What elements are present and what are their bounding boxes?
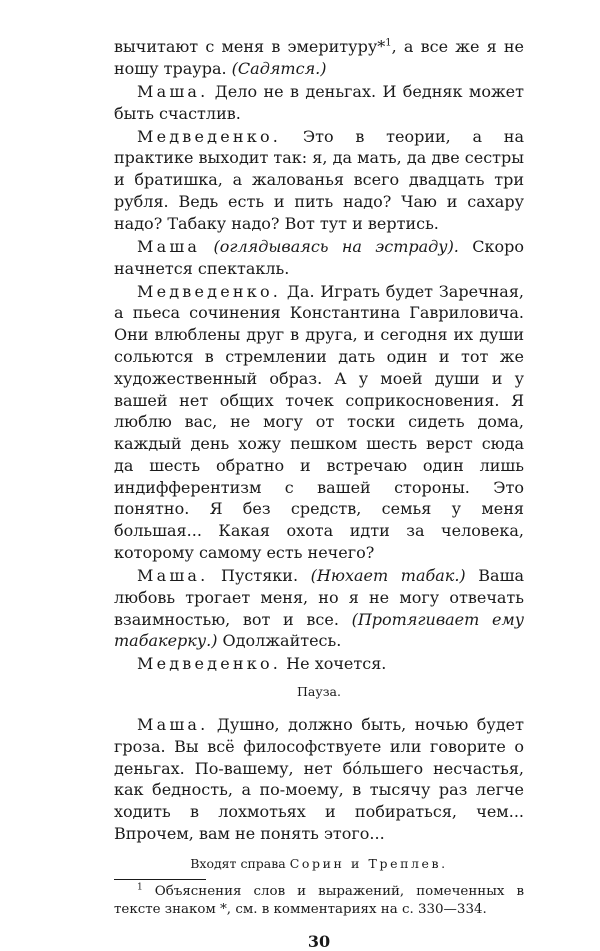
- speaker-name: Маша.: [137, 566, 209, 586]
- text: Входят справа: [190, 855, 290, 871]
- paragraph-8: [114, 714, 524, 845]
- stage-direction: (Протягивает ему табакерку.): [114, 609, 524, 651]
- footnote-number: 1: [137, 882, 143, 893]
- paragraph-1: [114, 36, 524, 80]
- footnote-text: Объяснения слов и выражений, помеченных в тексте знаком *, см. в комментариях на с. 330—334.: [114, 883, 524, 917]
- dialogue-line: Дело не в деньгах. И бедняк может быть счастлив.: [114, 81, 524, 123]
- pause-direction: Пауза.: [297, 684, 341, 700]
- footnote: [114, 883, 524, 919]
- paragraph-5: [114, 281, 524, 564]
- dialogue-line: Ваша любовь трогает меня, но я не могу отвечать взаимностью, вот и все.: [114, 566, 524, 629]
- entrance-direction: [114, 853, 524, 875]
- dialogue-line: Пустяки.: [208, 566, 311, 586]
- dialogue-line: Душно, должно быть, ночью будет гроза. Вы всё философствуете или говорите о деньгах. По-вашему, нет бо́льшего несчастья, как бедность, а по-моему, в тысячу раз легче ходить в лохмотьях и побираться, чем... Впрочем, вам не понять этого...: [114, 715, 524, 844]
- text: , а все же я не ношу траура.: [114, 37, 525, 78]
- stage-direction: (Садятся.): [231, 58, 327, 78]
- dialogue-line: Да. Играть будет Заречная, а пьеса сочинения Константина Гавриловича. Они влюблены друг в друга, и сегодня их души сольются в стремлении дать один и тот же художественный образ. А у моей души и у вашей нет общих точек соприкосновения. Я люблю вас, не могу от тоски сидеть дома, каждый день хожу пешком шесть верст сюда да шесть обратно и встречаю один лишь индифферентизм с вашей стороны. Это понятно. Я без средств, семья у меня большая... Какая охота идти за человека, которому самому есть нечего?: [114, 281, 524, 563]
- dialogue-line: Скоро начнется спектакль.: [114, 236, 524, 278]
- speaker-name: Медведенко.: [137, 281, 282, 301]
- paragraph-7: [114, 653, 524, 675]
- paragraph-3: [114, 126, 524, 235]
- speaker-name: Медведенко.: [137, 654, 282, 674]
- paragraph-2: [114, 81, 524, 125]
- speaker-name: Медведенко.: [137, 126, 282, 146]
- speaker-name: Маша.: [137, 81, 209, 101]
- dialogue-line: Это в теории, а на практике выходит так: я, да мать, да две сестры и братишка, а жалованья всего двадцать три рубля. Ведь есть и пить надо? Чаю и сахару надо? Табаку надо? Вот тут и вертись.: [114, 126, 524, 233]
- stage-direction: (Нюхает табак.): [310, 566, 466, 586]
- dialogue-line: Одолжайтесь.: [217, 631, 342, 651]
- page-number: 30: [307, 931, 331, 951]
- text: вычитают с меня в эмеритуру*: [114, 37, 386, 56]
- speaker-name: Маша: [137, 236, 201, 256]
- stage-direction: (оглядываясь на эстраду).: [200, 236, 459, 256]
- footnote-divider: [114, 879, 206, 880]
- play-text: [114, 36, 524, 875]
- character-names: Сорин и Треплев.: [289, 855, 448, 871]
- footnote-ref: 1: [385, 37, 392, 49]
- paragraph-6: [114, 565, 524, 652]
- speaker-name: Маша.: [137, 715, 209, 735]
- dialogue-line: Не хочется.: [281, 654, 387, 674]
- paragraph-4: [114, 236, 524, 280]
- book-page: [114, 36, 524, 951]
